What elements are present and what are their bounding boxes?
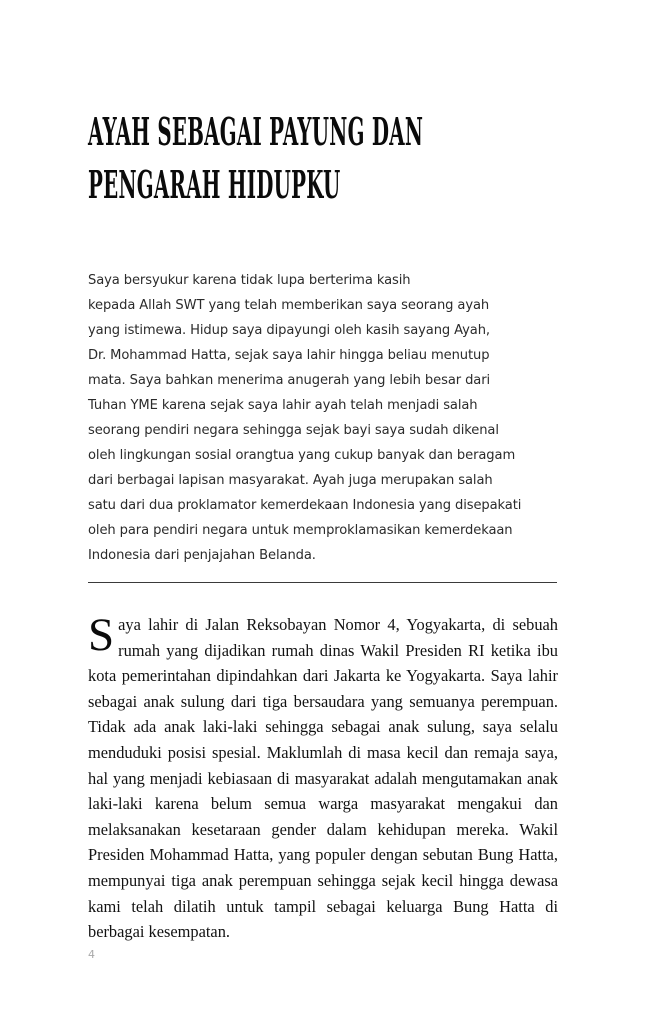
drop-cap: S: [88, 609, 115, 661]
body-paragraph: [88, 609, 558, 945]
intro-line: oleh para pendiri negara untuk memproklamasikan kemerdekaan: [88, 523, 513, 538]
intro-line: mata. Saya bahkan menerima anugerah yang lebih besar dari: [88, 373, 491, 388]
intro-line: Indonesia dari penjajahan Belanda.: [88, 548, 316, 563]
body-text: aya lahir di Jalan Reksobayan Nomor 4, Yogyakarta, di sebuah rumah yang dijadikan rumah dinas Wakil Presiden RI ketika ibu kota pemerintahan dipindahkan dari Jakarta ke Yogyakarta. Saya lahir sebagai anak sulung dari tiga bersaudara yang semuanya perempuan. Tidak ada anak laki-laki sehingga sebagai anak sulung, saya selalu menduduki posisi spesial. Maklumlah di masa kecil dan remaja saya, hal yang menjadi kebiasaan di masyarakat adalah mengutamakan anak laki-laki karena belum semua warga masyarakat mengakui dan melaksanakan kesetaraan gender dalam kehidupan mereka. Wakil Presiden Mohammad Hatta, yang populer dengan sebutan Bung Hatta, mempunyai tiga anak perempuan sehingga sejak kecil hingga dewasa kami telah dilatih untuk tampil sebagai keluarga Bung Hatta di berbagai kesempatan.: [88, 615, 558, 942]
intro-line: Tuhan YME karena sejak saya lahir ayah telah menjadi salah: [88, 398, 478, 413]
intro-line: yang istimewa. Hidup saya dipayungi oleh kasih sayang Ayah,: [88, 323, 490, 338]
intro-line: Dr. Mohammad Hatta, sejak saya lahir hingga beliau menutup: [88, 348, 490, 363]
chapter-title-line-1: AYAH SEBAGAI PAYUNG DAN: [88, 109, 424, 155]
intro-line: oleh lingkungan sosial orangtua yang cukup banyak dan beragam: [88, 448, 516, 463]
chapter-title: [88, 105, 424, 211]
intro-paragraph: [88, 268, 558, 568]
intro-line: satu dari dua proklamator kemerdekaan Indonesia yang disepakati: [88, 498, 522, 513]
intro-line: seorang pendiri negara sehingga sejak bayi saya sudah dikenal: [88, 423, 499, 438]
intro-line: kepada Allah SWT yang telah memberikan saya seorang ayah: [88, 298, 490, 313]
chapter-title-line-2: PENGARAH HIDUPKU: [88, 162, 341, 208]
intro-line: Saya bersyukur karena tidak lupa berterima kasih: [88, 273, 411, 288]
section-divider: [88, 582, 557, 583]
intro-line: dari berbagai lapisan masyarakat. Ayah juga merupakan salah: [88, 473, 493, 488]
page-number: 4: [88, 948, 96, 961]
